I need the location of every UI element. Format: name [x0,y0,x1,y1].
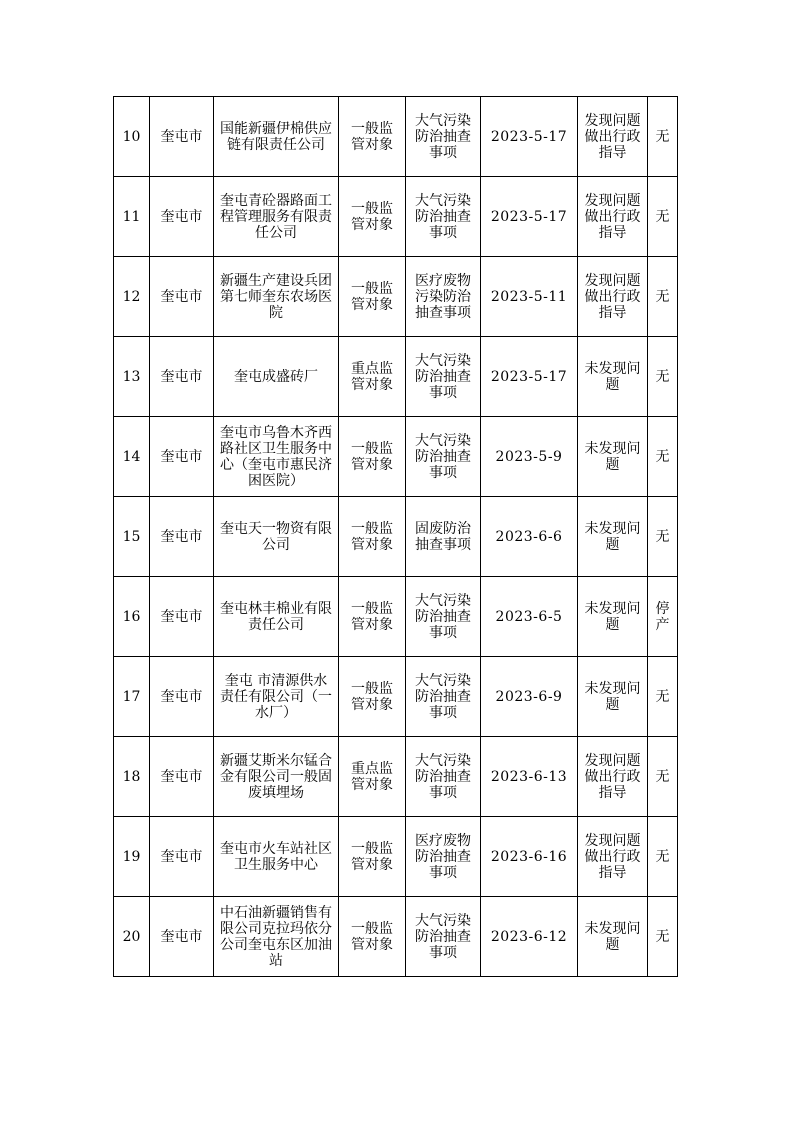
city-cell: 奎屯市 [150,177,214,257]
inspection-item-cell: 大气污染防治抽查事项 [406,897,481,977]
table-row [114,497,678,577]
city-cell: 奎屯市 [150,257,214,337]
inspection-item-cell: 固废防治抽查事项 [406,497,481,577]
company-name-cell: 奎屯 市清源供水责任有限公司（一水厂） [214,657,339,737]
company-name-cell: 新疆艾斯米尔锰合金有限公司一般固废填埋场 [214,737,339,817]
inspection-item-cell: 医疗废物污染防治抽查事项 [406,257,481,337]
inspection-item-cell: 大气污染防治抽查事项 [406,657,481,737]
inspection-date-cell: 2023-5-11 [481,257,578,337]
inspection-item-cell: 大气污染防治抽查事项 [406,577,481,657]
inspection-date-cell: 2023-5-17 [481,177,578,257]
company-name-cell: 奎屯成盛砖厂 [214,337,339,417]
inspection-date-cell: 2023-5-17 [481,97,578,177]
inspection-date-cell: 2023-6-13 [481,737,578,817]
table-row [114,737,678,817]
inspection-date-cell: 2023-6-5 [481,577,578,657]
supervision-category-cell: 一般监管对象 [339,897,406,977]
city-cell: 奎屯市 [150,97,214,177]
table-row [114,417,678,497]
table-row [114,257,678,337]
supervision-category-cell: 一般监管对象 [339,577,406,657]
supervision-category-cell: 一般监管对象 [339,177,406,257]
inspection-date-cell: 2023-5-17 [481,337,578,417]
supervision-category-cell: 一般监管对象 [339,817,406,897]
supervision-category-cell: 重点监管对象 [339,737,406,817]
inspection-item-cell: 大气污染防治抽查事项 [406,737,481,817]
row-number: 18 [114,737,150,817]
inspection-result-cell: 未发现问题 [578,657,648,737]
remark-cell: 无 [648,737,678,817]
inspection-item-cell: 大气污染防治抽查事项 [406,417,481,497]
company-name-cell: 奎屯市乌鲁木齐西路社区卫生服务中心（奎屯市惠民济困医院） [214,417,339,497]
supervision-category-cell: 一般监管对象 [339,97,406,177]
row-number: 17 [114,657,150,737]
city-cell: 奎屯市 [150,897,214,977]
company-name-cell: 国能新疆伊棉供应链有限责任公司 [214,97,339,177]
supervision-category-cell: 一般监管对象 [339,497,406,577]
inspection-item-cell: 大气污染防治抽查事项 [406,97,481,177]
inspection-result-cell: 未发现问题 [578,337,648,417]
inspection-result-cell: 未发现问题 [578,417,648,497]
table-row [114,177,678,257]
remark-cell: 无 [648,657,678,737]
remark-cell: 无 [648,817,678,897]
city-cell: 奎屯市 [150,817,214,897]
city-cell: 奎屯市 [150,497,214,577]
row-number: 20 [114,897,150,977]
table-row [114,817,678,897]
remark-cell: 停产 [648,577,678,657]
city-cell: 奎屯市 [150,737,214,817]
inspection-result-cell: 发现问题做出行政指导 [578,817,648,897]
remark-cell: 无 [648,497,678,577]
inspection-item-cell: 大气污染防治抽查事项 [406,337,481,417]
supervision-category-cell: 重点监管对象 [339,337,406,417]
inspection-result-cell: 未发现问题 [578,577,648,657]
inspection-result-cell: 未发现问题 [578,897,648,977]
table-row [114,337,678,417]
row-number: 12 [114,257,150,337]
row-number: 14 [114,417,150,497]
inspection-records-table [113,96,678,977]
table-row [114,97,678,177]
row-number: 16 [114,577,150,657]
inspection-date-cell: 2023-6-9 [481,657,578,737]
company-name-cell: 中石油新疆销售有限公司克拉玛依分公司奎屯东区加油站 [214,897,339,977]
remark-cell: 无 [648,337,678,417]
table-row [114,577,678,657]
inspection-result-cell: 发现问题做出行政指导 [578,257,648,337]
inspection-date-cell: 2023-6-12 [481,897,578,977]
remark-cell: 无 [648,97,678,177]
inspection-date-cell: 2023-5-9 [481,417,578,497]
supervision-category-cell: 一般监管对象 [339,657,406,737]
remark-cell: 无 [648,177,678,257]
inspection-result-cell: 发现问题做出行政指导 [578,97,648,177]
city-cell: 奎屯市 [150,657,214,737]
inspection-date-cell: 2023-6-16 [481,817,578,897]
inspection-item-cell: 大气污染防治抽查事项 [406,177,481,257]
company-name-cell: 奎屯青砼器路面工程管理服务有限责任公司 [214,177,339,257]
inspection-result-cell: 未发现问题 [578,497,648,577]
row-number: 10 [114,97,150,177]
supervision-category-cell: 一般监管对象 [339,417,406,497]
row-number: 19 [114,817,150,897]
row-number: 11 [114,177,150,257]
city-cell: 奎屯市 [150,417,214,497]
remark-cell: 无 [648,257,678,337]
table-row [114,657,678,737]
row-number: 15 [114,497,150,577]
company-name-cell: 奎屯天一物资有限公司 [214,497,339,577]
row-number: 13 [114,337,150,417]
remark-cell: 无 [648,897,678,977]
inspection-date-cell: 2023-6-6 [481,497,578,577]
company-name-cell: 新疆生产建设兵团第七师奎东农场医院 [214,257,339,337]
city-cell: 奎屯市 [150,577,214,657]
company-name-cell: 奎屯林丰棉业有限责任公司 [214,577,339,657]
inspection-item-cell: 医疗废物防治抽查事项 [406,817,481,897]
city-cell: 奎屯市 [150,337,214,417]
supervision-category-cell: 一般监管对象 [339,257,406,337]
table-row [114,897,678,977]
company-name-cell: 奎屯市火车站社区卫生服务中心 [214,817,339,897]
remark-cell: 无 [648,417,678,497]
inspection-result-cell: 发现问题做出行政指导 [578,177,648,257]
table-body [114,97,678,977]
inspection-result-cell: 发现问题做出行政指导 [578,737,648,817]
